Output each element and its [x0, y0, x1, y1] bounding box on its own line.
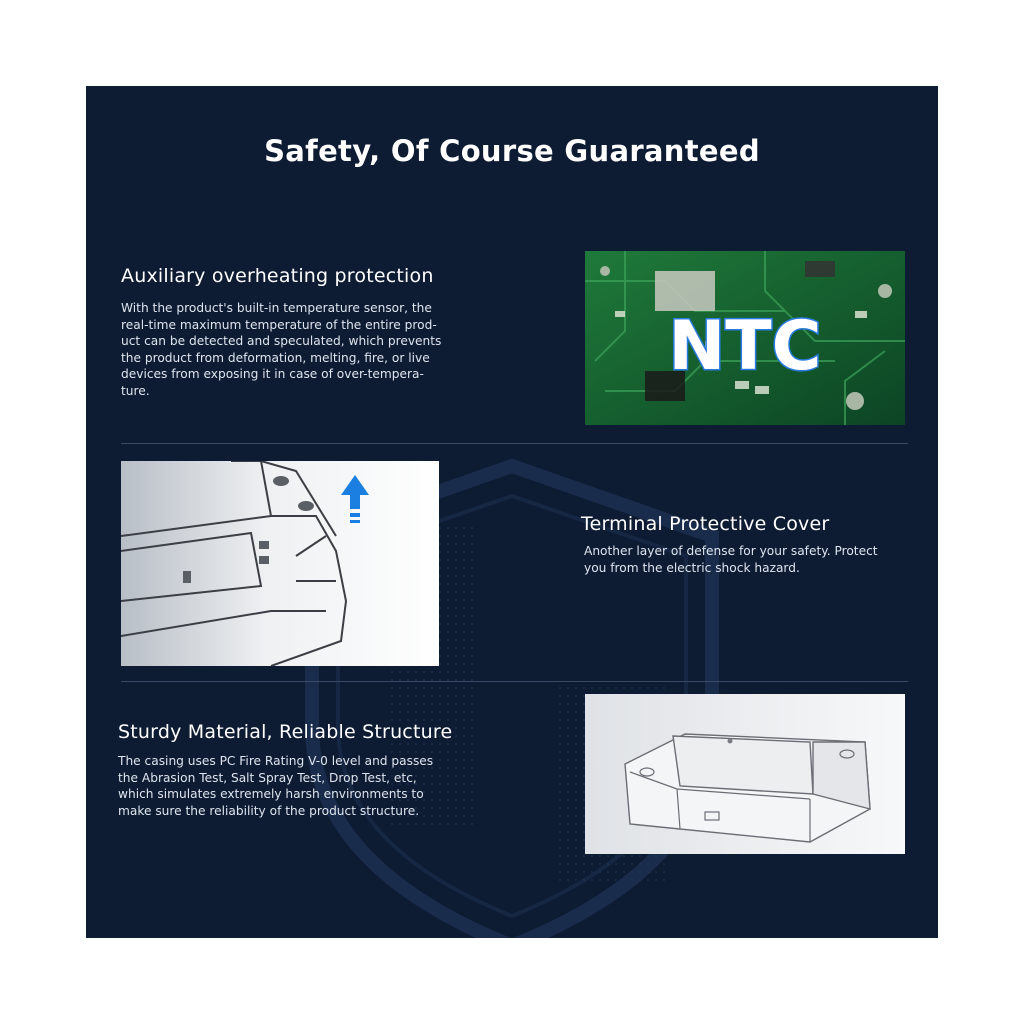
ntc-label: NTC	[668, 307, 822, 386]
page-title: Safety, Of Course Guaranteed	[264, 134, 760, 168]
divider-2	[121, 681, 908, 682]
circuit-board-image	[585, 251, 905, 425]
section-heading-overheating: Auxiliary overheating protection	[121, 265, 434, 287]
section-body-material: The casing uses PC Fire Rating V-0 level and passes the Abrasion Test, Salt Spray Test, Drop Test, etc, which simulates extremely harsh environments to make sure the reliability of the product structure.	[118, 754, 434, 818]
section-body-cover: Another layer of defense for your safety. Protect you from the electric shock hazard.	[584, 544, 878, 575]
device-casing-image	[585, 694, 905, 854]
terminal-cover-image	[121, 461, 439, 666]
section-body-overheating: With the product's built-in temperature sensor, the real-time maximum temperature of the entire prod- uct can be detected and speculated, which prevents the product from deformation, melting, fire, or live devices from exposing it in case of over-tempera- ture.	[121, 301, 442, 398]
section-heading-cover: Terminal Protective Cover	[581, 513, 830, 535]
divider-1	[121, 443, 908, 444]
section-heading-material: Sturdy Material, Reliable Structure	[118, 721, 453, 743]
product-safety-panel	[86, 86, 938, 938]
